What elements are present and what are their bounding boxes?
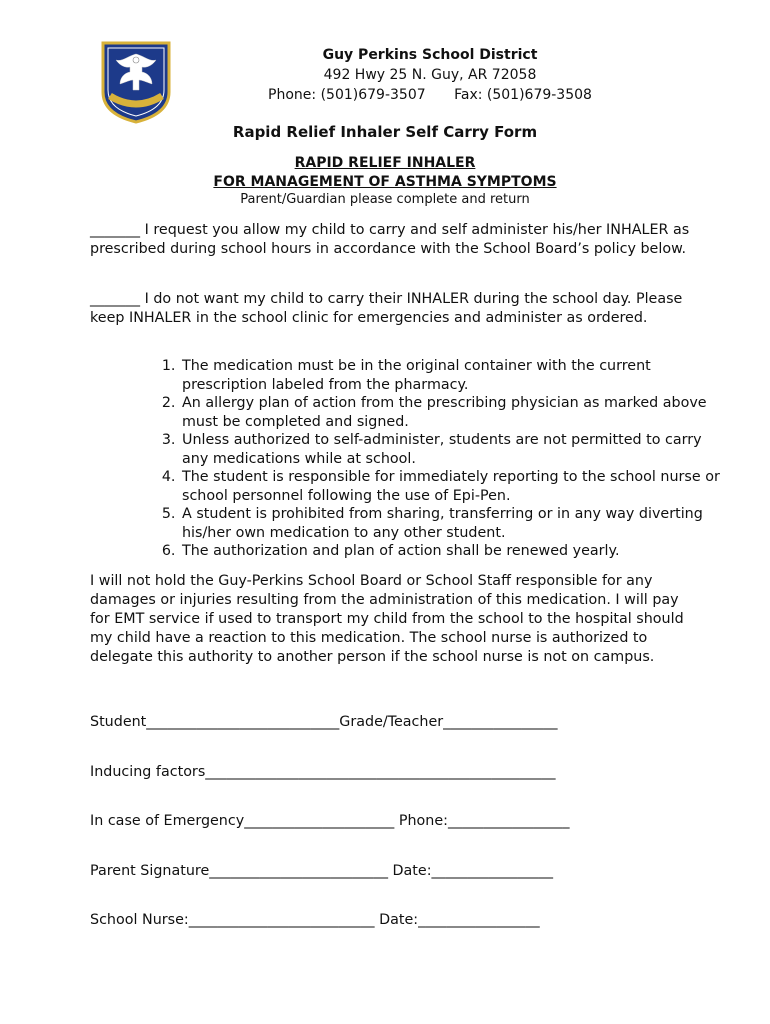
decline-paragraph: _______ I do not want my child to carry their INHALER during the school day. Please keep INHALER in the school clinic for emergencies and administer as ordered. xyxy=(90,291,683,326)
rule-item: 6. The authorization and plan of action shall be renewed yearly. xyxy=(180,542,720,561)
phone-number: Phone: (501)679-3507 xyxy=(268,87,426,103)
district-header xyxy=(230,45,630,105)
district-name: Guy Perkins School District xyxy=(322,47,538,63)
heading-line-1: RAPID RELIEF INHALER xyxy=(294,155,476,171)
student-grade-field[interactable]: Student___________________________Grade/Teacher________________ xyxy=(90,714,558,730)
instructions: Parent/Guardian please complete and return xyxy=(240,192,530,207)
form-title: Rapid Relief Inhaler Self Carry Form xyxy=(232,123,538,141)
emergency-contact-field[interactable]: In case of Emergency_____________________ Phone:_________________ xyxy=(90,813,570,829)
rule-item: 5. A student is prohibited from sharing, transferring or in any way diverting his/her own medication to any other student. xyxy=(180,505,720,542)
consent-paragraph: _______ I request you allow my child to carry and self administer his/her INHALER as prescribed during school hours in accordance with the School Board’s policy below. xyxy=(90,222,690,257)
rule-item: 1. The medication must be in the original container with the current prescription labeled from the pharmacy. xyxy=(180,357,720,394)
policy-rules-list xyxy=(158,357,720,561)
school-nurse-field[interactable]: School Nurse:__________________________ Date:_________________ xyxy=(90,912,540,928)
fax-number: Fax: (501)679-3508 xyxy=(454,87,592,103)
inducing-factors-field[interactable]: Inducing factors_________________________________________________ xyxy=(90,764,556,780)
parent-signature-field[interactable]: Parent Signature_________________________ Date:_________________ xyxy=(90,863,554,879)
section-heading xyxy=(0,154,770,192)
district-address: 492 Hwy 25 N. Guy, AR 72058 xyxy=(323,67,537,83)
district-contact xyxy=(230,85,630,105)
rule-item: 2. An allergy plan of action from the prescribing physician as marked above must be completed and signed. xyxy=(180,394,720,431)
crest-icon xyxy=(100,40,172,124)
rule-item: 4. The student is responsible for immediately reporting to the school nurse or school personnel following the use of Epi-Pen. xyxy=(180,468,720,505)
district-logo xyxy=(100,40,172,124)
rule-item: 3. Unless authorized to self-administer, students are not permitted to carry any medications while at school. xyxy=(180,431,720,468)
liability-paragraph: I will not hold the Guy-Perkins School Board or School Staff responsible for any damages or injuries resulting from the administration of this medication. I will pay for EMT service if used to transport my child from the school to the hospital should my child have a reaction to this medication. The school nurse is authorized to delegate this authority to another person if the school nurse is not on campus. xyxy=(90,573,684,665)
heading-line-2: FOR MANAGEMENT OF ASTHMA SYMPTOMS xyxy=(213,174,557,190)
